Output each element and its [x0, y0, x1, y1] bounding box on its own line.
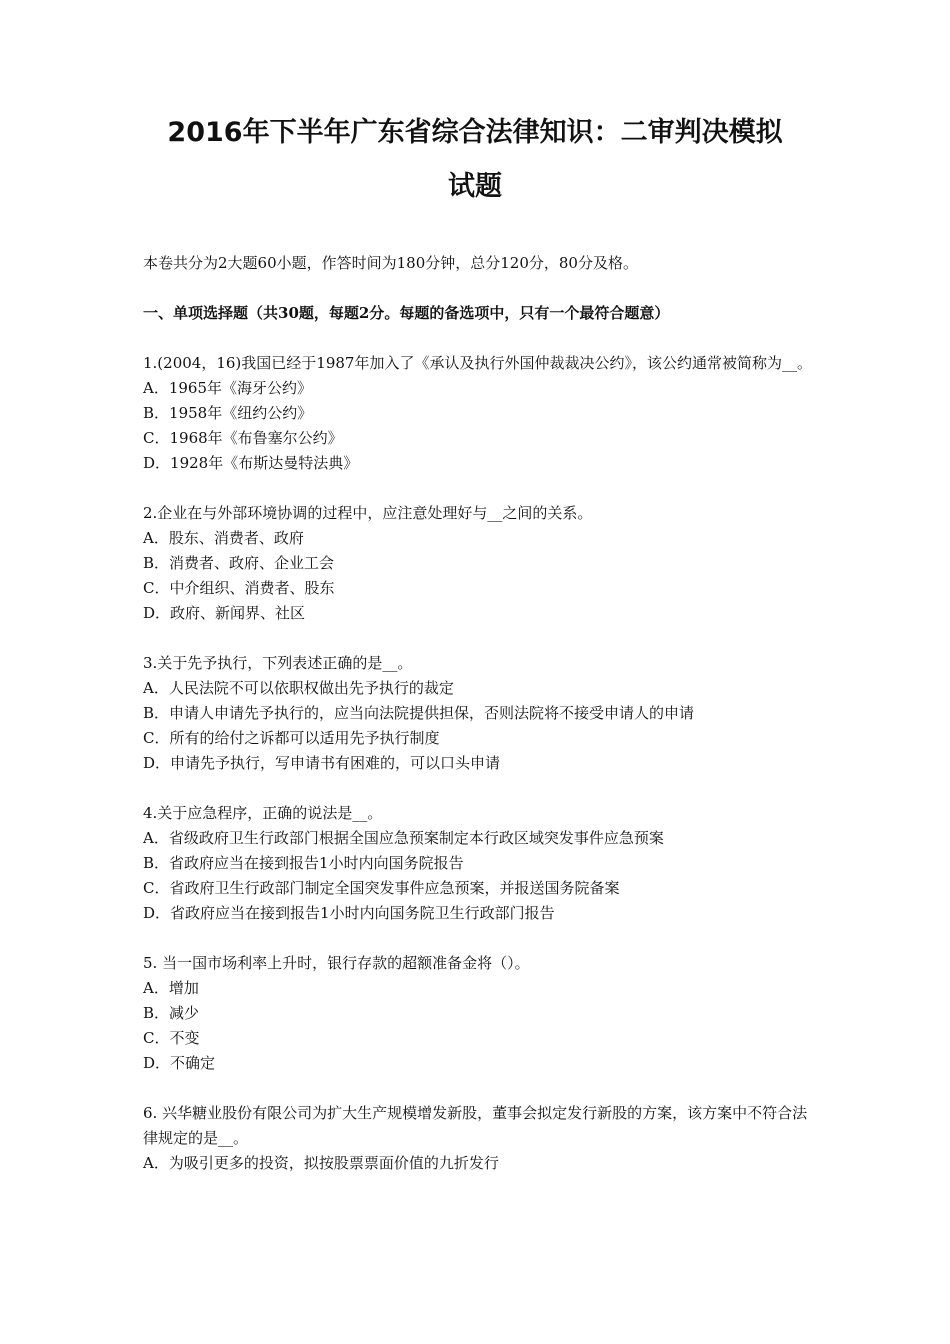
- option-b: B．1958年《纽约公约》: [143, 404, 313, 422]
- option-d: D．1928年《布斯达曼特法典》: [143, 454, 359, 472]
- question-1: [143, 351, 813, 476]
- option-d: D．政府、新闻界、社区: [143, 604, 306, 622]
- option-b: B．减少: [143, 1004, 200, 1022]
- option-b: B．消费者、政府、企业工会: [143, 554, 335, 572]
- option-list: [143, 376, 813, 476]
- document-title-line-1: 2016年下半年广东省综合法律知识：二审判决模拟: [167, 117, 783, 148]
- option-list: [143, 526, 813, 626]
- question-text: 3.关于先予执行，下列表述正确的是__。: [143, 654, 413, 672]
- question-4: [143, 801, 813, 926]
- option-a: A．人民法院不可以依职权做出先予执行的裁定: [143, 679, 454, 697]
- exam-intro: 本卷共分为2大题60小题，作答时间为180分钟，总分120分，80分及格。: [143, 254, 638, 272]
- section-heading: 一、单项选择题（共30题，每题2分。每题的备选项中，只有一个最符合题意）: [143, 304, 670, 322]
- document-body: [143, 251, 813, 1176]
- question-text: 2.企业在与外部环境协调的过程中，应注意处理好与__之间的关系。: [143, 504, 593, 522]
- option-c: C．1968年《布鲁塞尔公约》: [143, 429, 343, 447]
- option-c: C．不变: [143, 1029, 200, 1047]
- option-list: [143, 1151, 813, 1176]
- question-text: 6. 兴华糖业股份有限公司为扩大生产规模增发新股，董事会拟定发行新股的方案，该方案中不符合法律规定的是__。: [143, 1104, 808, 1147]
- option-a: A．股东、消费者、政府: [143, 529, 304, 547]
- question-text: 1.(2004，16)我国已经于1987年加入了《承认及执行外国仲裁裁决公约》，该公约通常被简称为__。: [143, 354, 812, 372]
- question-5: [143, 951, 813, 1076]
- question-text: 4.关于应急程序，正确的说法是__。: [143, 804, 383, 822]
- option-a: A．增加: [143, 979, 199, 997]
- option-list: [143, 676, 813, 776]
- option-d: D．申请先予执行，写申请书有困难的，可以口头申请: [143, 754, 501, 772]
- option-a: A．1965年《海牙公约》: [143, 379, 313, 397]
- option-b: B．省政府应当在接到报告1小时内向国务院报告: [143, 854, 464, 872]
- option-c: C．中介组织、消费者、股东: [143, 579, 335, 597]
- question-2: [143, 501, 813, 626]
- option-list: [143, 826, 813, 926]
- document-title-line-2: 试题: [448, 171, 502, 202]
- question-6: [143, 1101, 813, 1176]
- option-b: B．申请人申请先予执行的，应当向法院提供担保，否则法院将不接受申请人的申请: [143, 704, 695, 722]
- option-a: A．为吸引更多的投资，拟按股票票面价值的九折发行: [143, 1154, 499, 1172]
- option-d: D．省政府应当在接到报告1小时内向国务院卫生行政部门报告: [143, 904, 555, 922]
- option-c: C．所有的给付之诉都可以适用先予执行制度: [143, 729, 440, 747]
- option-c: C．省政府卫生行政部门制定全国突发事件应急预案，并报送国务院备案: [143, 879, 620, 897]
- question-3: [143, 651, 813, 776]
- option-list: [143, 976, 813, 1076]
- option-d: D．不确定: [143, 1054, 216, 1072]
- question-text: 5. 当一国市场利率上升时，银行存款的超额准备金将（）。: [143, 954, 530, 972]
- option-a: A．省级政府卫生行政部门根据全国应急预案制定本行政区域突发事件应急预案: [143, 829, 664, 847]
